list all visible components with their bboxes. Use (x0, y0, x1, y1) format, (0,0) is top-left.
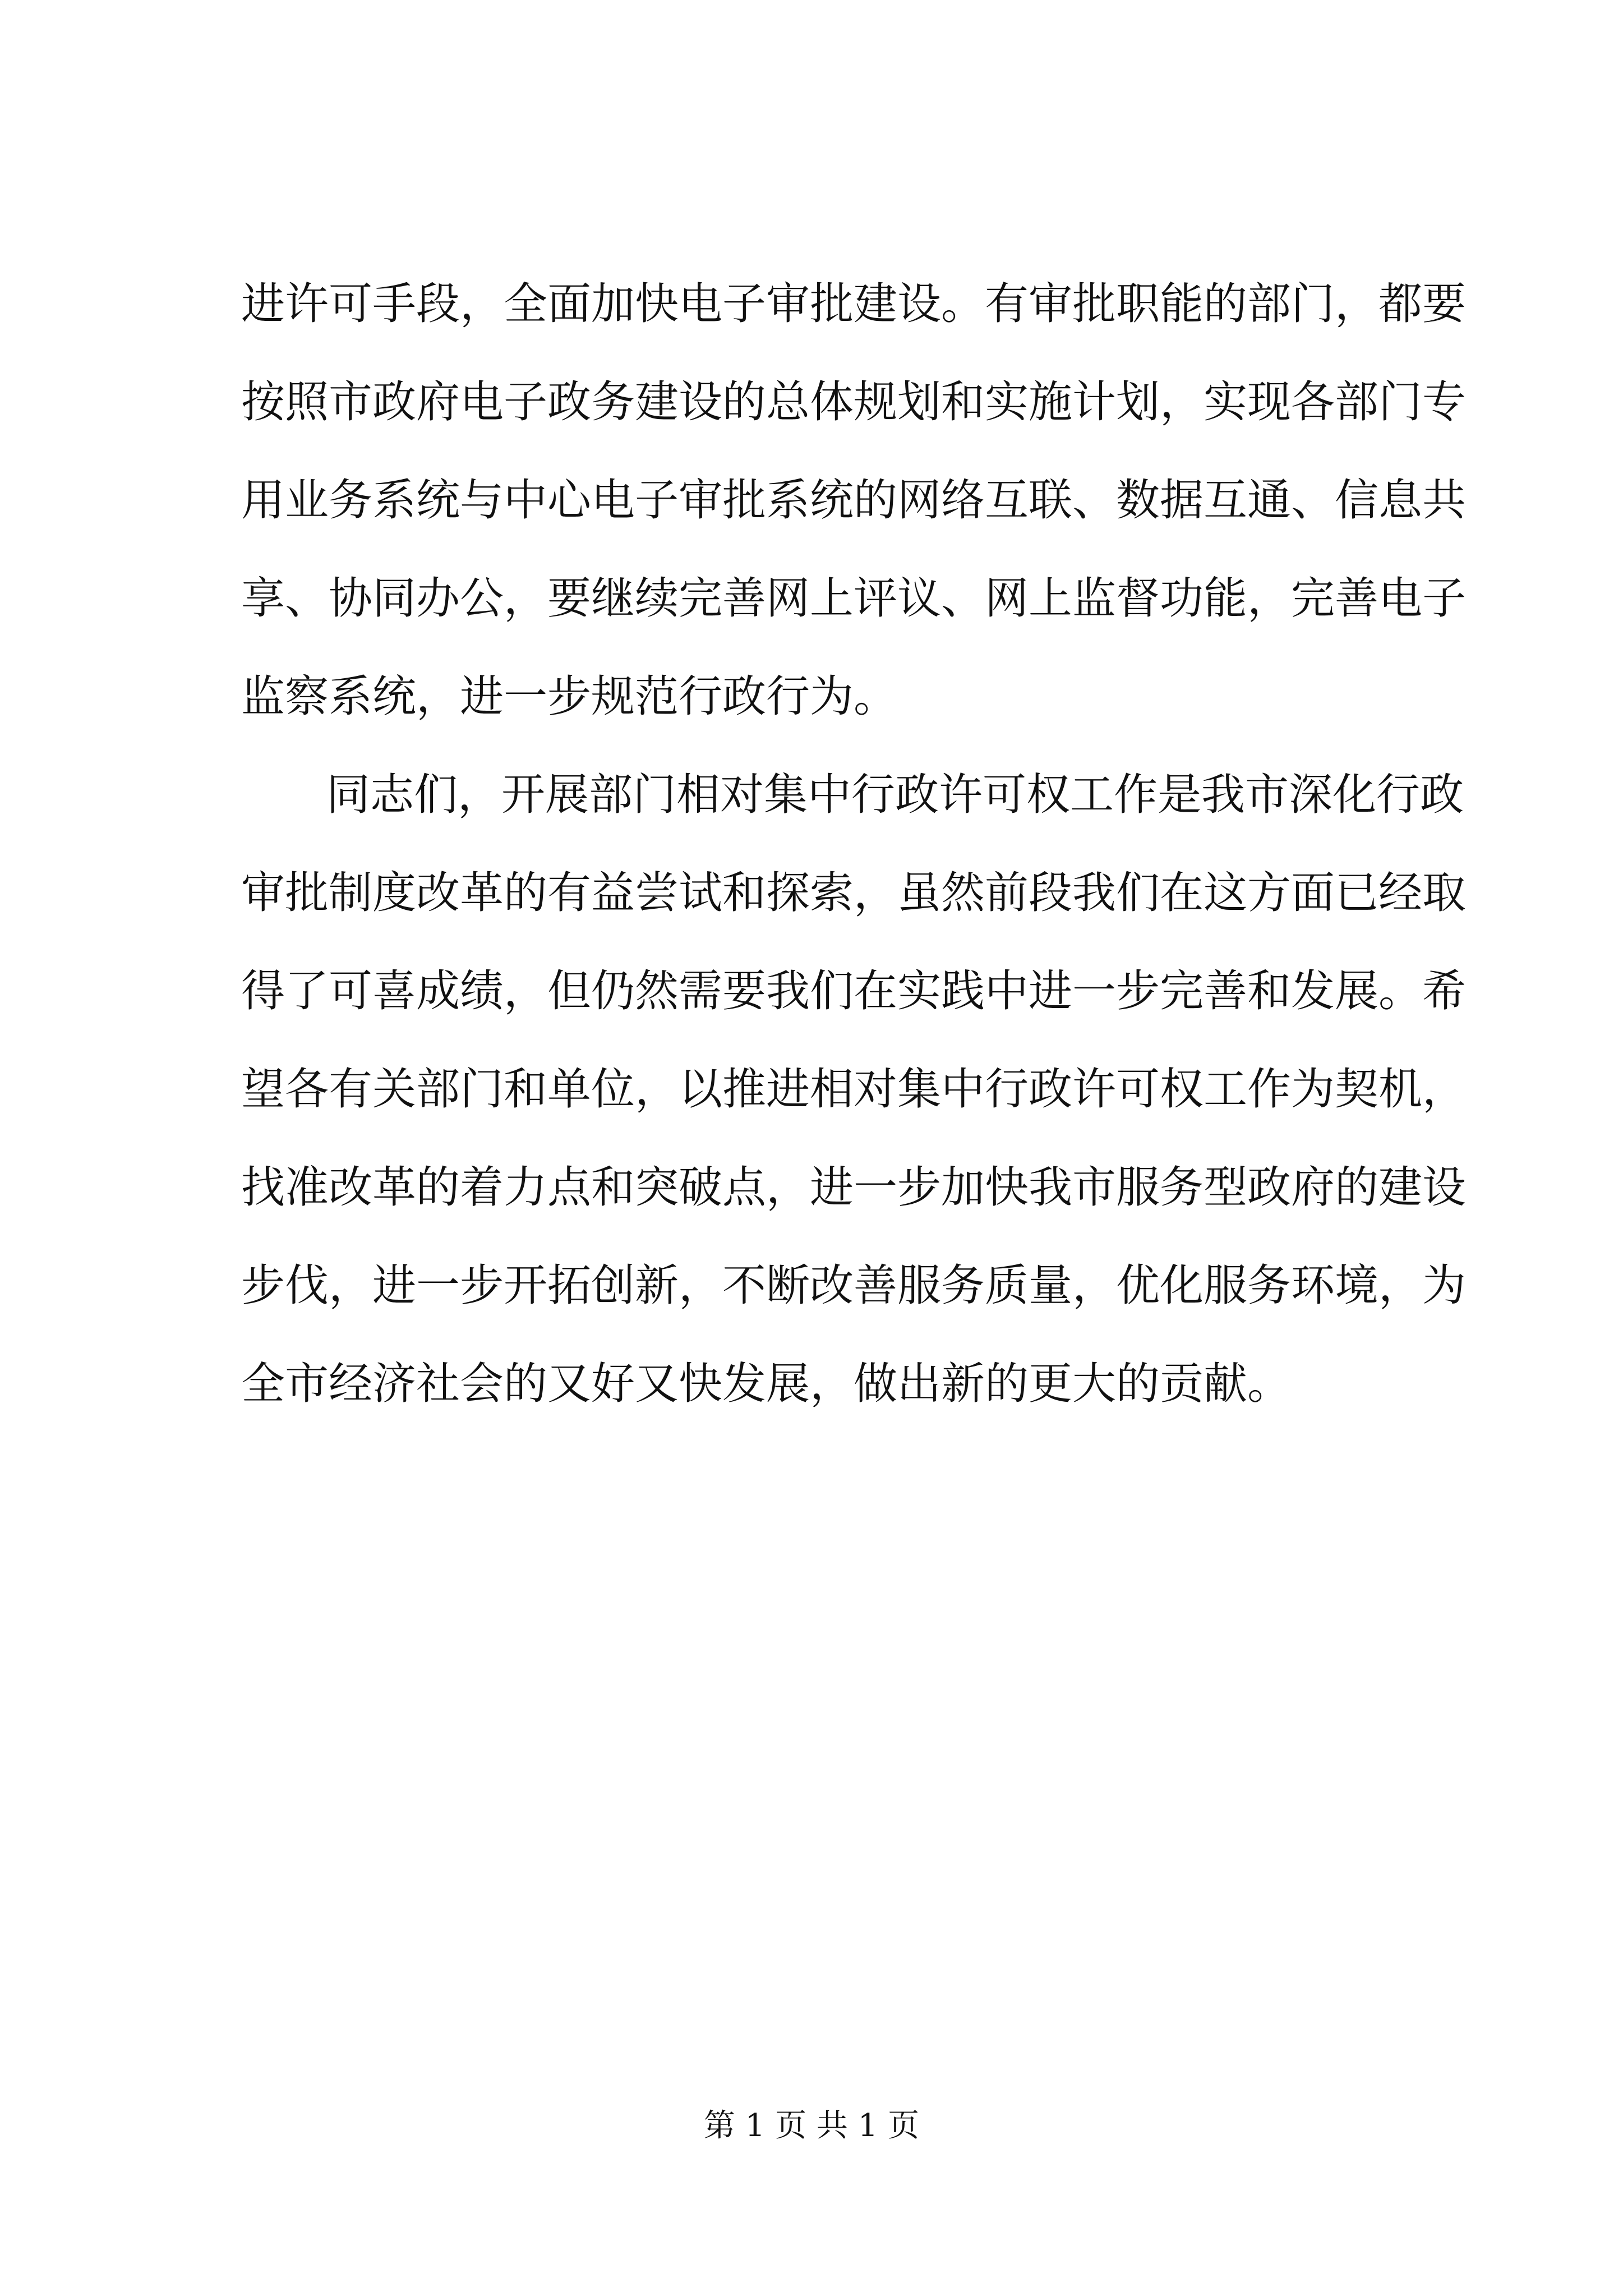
paragraph-1-line-3: 用业务系统与中心电子审批系统的网络互联、数据互通、信息共 (241, 475, 1467, 526)
document-body (241, 255, 1467, 1433)
paragraph-2-line-1: 同志们，开展部门相对集中行政许可权工作是我市深化行政 (326, 770, 1464, 820)
paragraph-2-line-6: 步伐，进一步开拓创新，不断改善服务质量，优化服务环境，为 (241, 1260, 1467, 1311)
page-footer: 第 1 页 共 1 页 (703, 2108, 920, 2144)
paragraph-2-line-5: 找准改革的着力点和突破点，进一步加快我市服务型政府的建设 (241, 1162, 1467, 1213)
paragraph-1-line-4: 享、协同办公，要继续完善网上评议、网上监督功能，完善电子 (241, 573, 1467, 624)
paragraph-1-line-1: 进许可手段，全面加快电子审批建设。有审批职能的部门，都要 (241, 279, 1467, 329)
paragraph-2-line-3: 得了可喜成绩，但仍然需要我们在实践中进一步完善和发展。希 (241, 966, 1467, 1016)
paragraph-1-line-2: 按照市政府电子政务建设的总体规划和实施计划，实现各部门专 (241, 377, 1467, 427)
paragraph-2-line-2: 审批制度改革的有益尝试和探索，虽然前段我们在这方面已经取 (241, 868, 1467, 918)
paragraph-2-line-4: 望各有关部门和单位，以推进相对集中行政许可权工作为契机， (241, 1064, 1467, 1115)
paragraph-2-line-7: 全市经济社会的又好又快发展，做出新的更大的贡献。 (241, 1359, 1292, 1409)
paragraph-1-line-5: 监察系统，进一步规范行政行为。 (241, 671, 898, 722)
